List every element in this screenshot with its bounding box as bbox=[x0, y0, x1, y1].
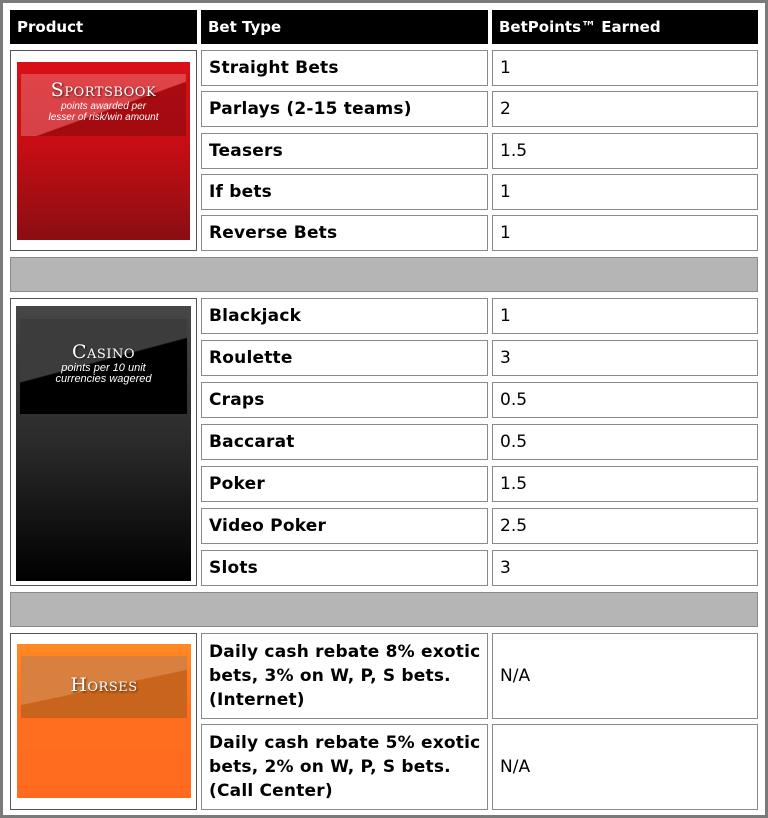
bet-type-cell: If bets bbox=[201, 174, 488, 210]
bet-type-cell: Straight Bets bbox=[201, 50, 488, 86]
points-cell: 1.5 bbox=[492, 133, 758, 169]
bet-type-line: Daily cash rebate 5% exotic bbox=[209, 733, 481, 753]
casino-banner bbox=[20, 319, 187, 414]
points-cell: N/A bbox=[492, 633, 758, 719]
bet-type-line: (Call Center) bbox=[209, 781, 333, 801]
product-subtitle: points awarded per bbox=[60, 101, 147, 112]
bet-type-line: (Internet) bbox=[209, 690, 305, 710]
points-cell: 2 bbox=[492, 91, 758, 127]
horses-banner bbox=[21, 656, 187, 718]
bet-type-cell: Parlays (2-15 teams) bbox=[201, 91, 488, 127]
casino-image bbox=[16, 306, 191, 581]
bet-type-text bbox=[209, 731, 480, 803]
product-cell-horses bbox=[10, 633, 197, 810]
points-cell: 0.5 bbox=[492, 424, 758, 460]
points-cell: 1 bbox=[492, 298, 758, 334]
bet-type-line: bets, 3% on W, P, S bets. bbox=[209, 666, 451, 686]
points-cell: 3 bbox=[492, 550, 758, 586]
section-divider bbox=[10, 592, 758, 627]
bet-type-cell: Video Poker bbox=[201, 508, 488, 544]
sportsbook-image bbox=[17, 62, 190, 240]
sportsbook-banner bbox=[21, 74, 186, 136]
points-cell: 2.5 bbox=[492, 508, 758, 544]
bet-type-cell: Craps bbox=[201, 382, 488, 418]
product-subtitle: points per 10 unit bbox=[61, 362, 146, 374]
product-title: Sportsbook bbox=[50, 79, 157, 101]
horses-image bbox=[17, 644, 191, 798]
points-cell: 3 bbox=[492, 340, 758, 376]
bet-type-cell bbox=[201, 633, 488, 719]
points-cell: N/A bbox=[492, 724, 758, 810]
bet-type-text bbox=[209, 640, 480, 712]
product-subtitle: lesser of risk/win amount bbox=[48, 112, 159, 123]
product-subtitle: currencies wagered bbox=[55, 373, 152, 385]
bet-type-cell: Roulette bbox=[201, 340, 488, 376]
header-product: Product bbox=[10, 10, 197, 44]
points-cell: 1.5 bbox=[492, 466, 758, 502]
points-cell: 0.5 bbox=[492, 382, 758, 418]
bet-type-cell: Reverse Bets bbox=[201, 215, 488, 251]
section-divider bbox=[10, 257, 758, 292]
points-cell: 1 bbox=[492, 215, 758, 251]
product-cell-sportsbook bbox=[10, 50, 197, 251]
bet-type-line: bets, 2% on W, P, S bets. bbox=[209, 757, 451, 777]
product-title: Horses bbox=[70, 674, 138, 696]
points-cell: 1 bbox=[492, 50, 758, 86]
bet-type-cell: Teasers bbox=[201, 133, 488, 169]
bet-type-line: Daily cash rebate 8% exotic bbox=[209, 642, 481, 662]
points-cell: 1 bbox=[492, 174, 758, 210]
bet-type-cell bbox=[201, 724, 488, 810]
product-title: Casino bbox=[72, 341, 135, 363]
header-bet-type: Bet Type bbox=[201, 10, 488, 44]
product-cell-casino bbox=[10, 298, 197, 586]
bet-type-cell: Poker bbox=[201, 466, 488, 502]
bet-type-cell: Blackjack bbox=[201, 298, 488, 334]
header-points: BetPoints™ Earned bbox=[492, 10, 758, 44]
bet-type-cell: Baccarat bbox=[201, 424, 488, 460]
bet-type-cell: Slots bbox=[201, 550, 488, 586]
